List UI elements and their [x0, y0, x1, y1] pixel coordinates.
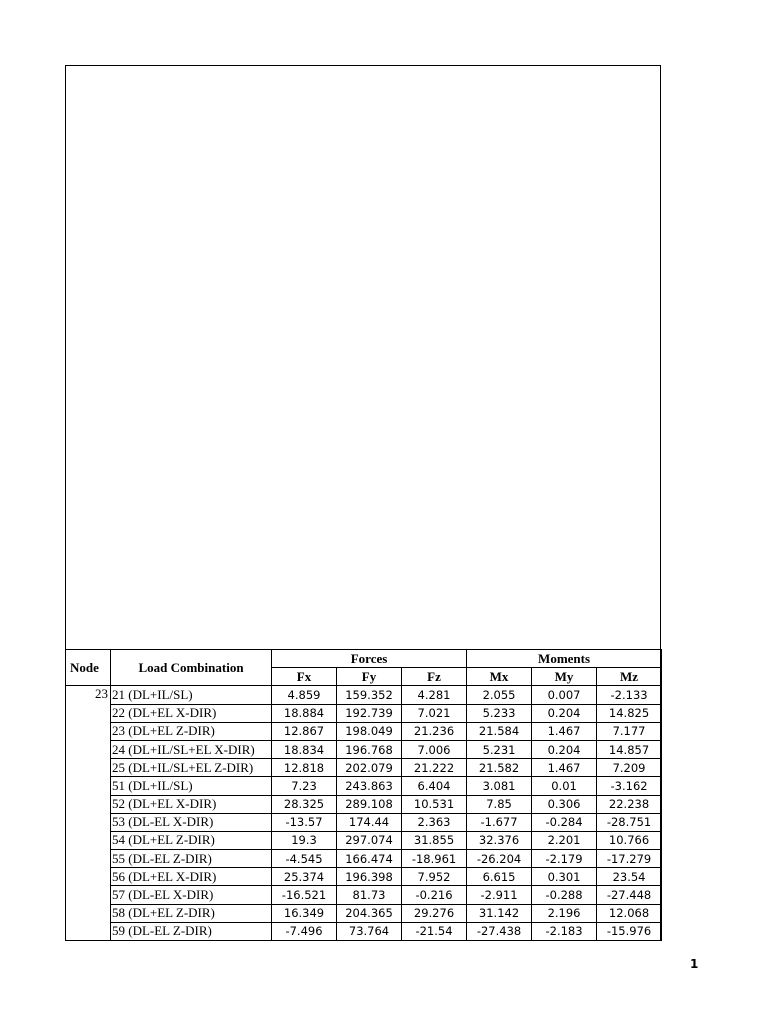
mx-cell: 5.231: [467, 740, 532, 758]
fz-cell: -0.216: [402, 886, 467, 904]
fx-cell: 19.3: [272, 831, 337, 849]
load-combination-header: Load Combination: [111, 650, 272, 686]
my-cell: 0.204: [532, 740, 597, 758]
fz-cell: -18.961: [402, 850, 467, 868]
forces-header: Forces: [272, 650, 467, 668]
fy-cell: 159.352: [337, 686, 402, 704]
my-cell: 0.01: [532, 777, 597, 795]
mz-cell: 23.54: [597, 868, 662, 886]
mz-cell: 14.825: [597, 704, 662, 722]
fz-cell: 7.952: [402, 868, 467, 886]
fy-cell: 202.079: [337, 759, 402, 777]
table-row: [66, 813, 662, 831]
mx-cell: 32.376: [467, 831, 532, 849]
moments-header: Moments: [467, 650, 662, 668]
load-combination-cell: 24 (DL+IL/SL+EL X-DIR): [111, 740, 272, 758]
fy-cell: 289.108: [337, 795, 402, 813]
fx-cell: 12.818: [272, 759, 337, 777]
mx-cell: 5.233: [467, 704, 532, 722]
fx-cell: 18.884: [272, 704, 337, 722]
fy-cell: 174.44: [337, 813, 402, 831]
fz-cell: 2.363: [402, 813, 467, 831]
my-cell: 0.301: [532, 868, 597, 886]
mx-cell: 21.582: [467, 759, 532, 777]
fy-cell: 243.863: [337, 777, 402, 795]
fx-cell: 16.349: [272, 904, 337, 922]
table-row: [66, 922, 662, 940]
fy-cell: 196.768: [337, 740, 402, 758]
load-combination-cell: 55 (DL-EL Z-DIR): [111, 850, 272, 868]
mx-cell: 31.142: [467, 904, 532, 922]
mz-cell: 12.068: [597, 904, 662, 922]
fz-cell: 29.276: [402, 904, 467, 922]
fx-header: Fx: [272, 668, 337, 686]
load-combination-cell: 51 (DL+IL/SL): [111, 777, 272, 795]
my-cell: 1.467: [532, 722, 597, 740]
fy-cell: 297.074: [337, 831, 402, 849]
mz-cell: 22.238: [597, 795, 662, 813]
fx-cell: 4.859: [272, 686, 337, 704]
fy-cell: 73.764: [337, 922, 402, 940]
mz-cell: -2.133: [597, 686, 662, 704]
load-combination-cell: 25 (DL+IL/SL+EL Z-DIR): [111, 759, 272, 777]
table-row: [66, 886, 662, 904]
my-cell: 1.467: [532, 759, 597, 777]
mz-cell: -3.162: [597, 777, 662, 795]
page-number: 1: [690, 957, 699, 971]
fy-cell: 192.739: [337, 704, 402, 722]
mz-cell: -15.976: [597, 922, 662, 940]
reactions-table: [65, 649, 662, 941]
load-combination-cell: 54 (DL+EL Z-DIR): [111, 831, 272, 849]
mz-cell: 7.209: [597, 759, 662, 777]
mz-cell: 10.766: [597, 831, 662, 849]
mz-cell: 14.857: [597, 740, 662, 758]
table-row: [66, 850, 662, 868]
table-row: [66, 795, 662, 813]
load-combination-cell: 56 (DL+EL X-DIR): [111, 868, 272, 886]
fy-cell: 196.398: [337, 868, 402, 886]
fx-cell: -7.496: [272, 922, 337, 940]
table-row: [66, 759, 662, 777]
my-cell: -0.284: [532, 813, 597, 831]
mx-cell: -27.438: [467, 922, 532, 940]
table-row: [66, 868, 662, 886]
node-header: Node: [66, 650, 111, 686]
fz-cell: 4.281: [402, 686, 467, 704]
fz-cell: 31.855: [402, 831, 467, 849]
fx-cell: 28.325: [272, 795, 337, 813]
fy-cell: 166.474: [337, 850, 402, 868]
table-row: [66, 722, 662, 740]
fz-header: Fz: [402, 668, 467, 686]
load-combination-cell: 58 (DL+EL Z-DIR): [111, 904, 272, 922]
fx-cell: 25.374: [272, 868, 337, 886]
mx-cell: -26.204: [467, 850, 532, 868]
my-header: My: [532, 668, 597, 686]
fz-cell: 21.236: [402, 722, 467, 740]
mx-cell: 21.584: [467, 722, 532, 740]
fz-cell: 21.222: [402, 759, 467, 777]
fx-cell: -13.57: [272, 813, 337, 831]
my-cell: -2.179: [532, 850, 597, 868]
mz-cell: 7.177: [597, 722, 662, 740]
table-body: [66, 686, 662, 941]
mz-cell: -27.448: [597, 886, 662, 904]
table-row: [66, 740, 662, 758]
fz-cell: -21.54: [402, 922, 467, 940]
mz-cell: -28.751: [597, 813, 662, 831]
my-cell: 2.201: [532, 831, 597, 849]
fx-cell: -4.545: [272, 850, 337, 868]
load-combination-cell: 21 (DL+IL/SL): [111, 686, 272, 704]
my-cell: -0.288: [532, 886, 597, 904]
fz-cell: 6.404: [402, 777, 467, 795]
table-row: [66, 831, 662, 849]
mx-cell: -2.911: [467, 886, 532, 904]
load-combination-cell: 57 (DL-EL X-DIR): [111, 886, 272, 904]
mx-cell: 2.055: [467, 686, 532, 704]
mx-header: Mx: [467, 668, 532, 686]
fz-cell: 7.021: [402, 704, 467, 722]
node-cell: 23: [66, 686, 111, 941]
fz-cell: 10.531: [402, 795, 467, 813]
my-cell: 0.306: [532, 795, 597, 813]
mx-cell: 7.85: [467, 795, 532, 813]
my-cell: 0.204: [532, 704, 597, 722]
mx-cell: 6.615: [467, 868, 532, 886]
my-cell: 2.196: [532, 904, 597, 922]
fz-cell: 7.006: [402, 740, 467, 758]
load-combination-cell: 23 (DL+EL Z-DIR): [111, 722, 272, 740]
load-combination-cell: 59 (DL-EL Z-DIR): [111, 922, 272, 940]
mx-cell: -1.677: [467, 813, 532, 831]
fx-cell: -16.521: [272, 886, 337, 904]
fx-cell: 7.23: [272, 777, 337, 795]
mx-cell: 3.081: [467, 777, 532, 795]
table-row: [66, 686, 662, 704]
mz-cell: -17.279: [597, 850, 662, 868]
load-combination-cell: 22 (DL+EL X-DIR): [111, 704, 272, 722]
load-combination-cell: 53 (DL-EL X-DIR): [111, 813, 272, 831]
table-row: [66, 704, 662, 722]
fx-cell: 12.867: [272, 722, 337, 740]
my-cell: 0.007: [532, 686, 597, 704]
mz-header: Mz: [597, 668, 662, 686]
table-row: [66, 777, 662, 795]
load-combination-cell: 52 (DL+EL X-DIR): [111, 795, 272, 813]
fy-cell: 198.049: [337, 722, 402, 740]
fy-cell: 204.365: [337, 904, 402, 922]
fy-cell: 81.73: [337, 886, 402, 904]
fx-cell: 18.834: [272, 740, 337, 758]
fy-header: Fy: [337, 668, 402, 686]
my-cell: -2.183: [532, 922, 597, 940]
table-row: [66, 904, 662, 922]
